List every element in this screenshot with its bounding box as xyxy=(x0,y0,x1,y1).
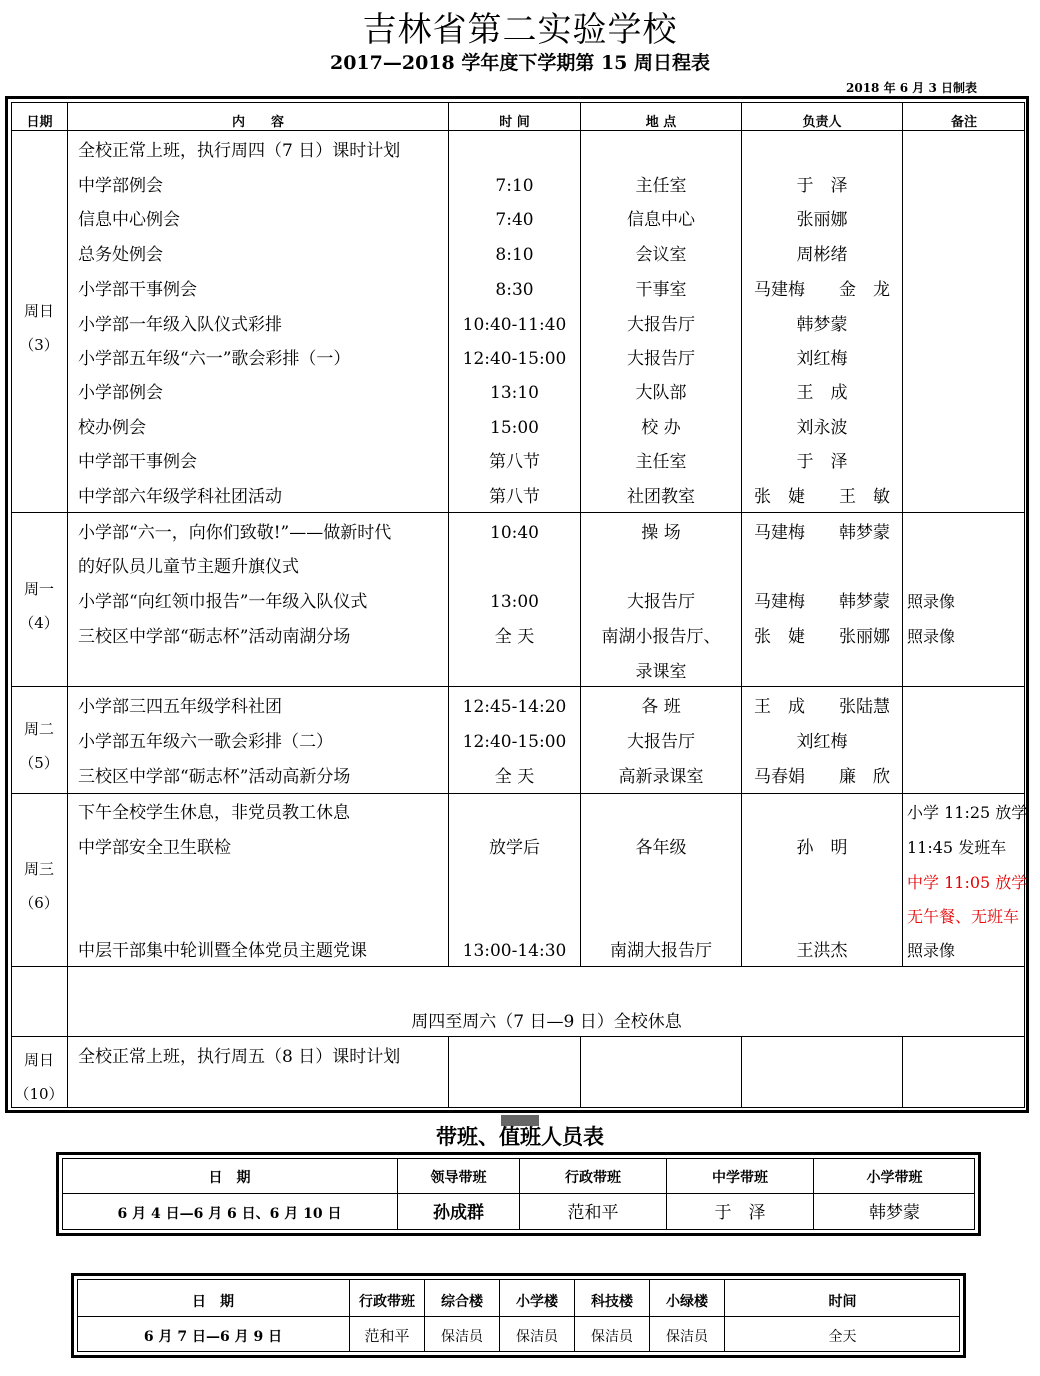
row-note: 中学 11:05 放学 xyxy=(907,873,1028,892)
day-date: （6） xyxy=(19,894,59,912)
row-place: 校 办 xyxy=(641,418,681,438)
row-place: 大队部 xyxy=(635,383,687,403)
col-header-content: 内 容 xyxy=(231,115,284,130)
row-time: 12:40-15:00 xyxy=(462,349,567,369)
duty-table-title: 带班、值班人员表 xyxy=(436,1124,604,1149)
duty2-date: 6 月 7 日—6 月 9 日 xyxy=(143,1329,283,1345)
row-place: 大报告厅 xyxy=(627,315,695,335)
row-content: 中学部例会 xyxy=(78,176,163,196)
row-content: 中学部安全卫生联检 xyxy=(78,838,231,858)
row-time: 12:40-15:00 xyxy=(462,732,567,752)
row-person: 张 婕 张丽娜 xyxy=(754,627,890,647)
duty1-primary: 韩梦蒙 xyxy=(869,1203,920,1223)
duty2-header-primary-bldg: 小学楼 xyxy=(516,1294,558,1310)
row-person: 韩梦蒙 xyxy=(796,315,848,335)
row-place: 高新录课室 xyxy=(618,767,704,787)
row-time: 全 天 xyxy=(494,767,535,787)
row-person: 马建梅 韩梦蒙 xyxy=(754,523,890,543)
grid-line xyxy=(11,966,1025,967)
day-label: 周二 xyxy=(23,720,54,738)
row-person: 张丽娜 xyxy=(796,210,848,230)
grid-line xyxy=(11,1036,1025,1037)
duty2-primary-bldg: 保洁员 xyxy=(516,1329,558,1345)
grid-line xyxy=(67,102,68,1108)
row-time: 全 天 xyxy=(494,627,535,647)
duty1-date: 6 月 4 日—6 月 6 日、6 月 10 日 xyxy=(117,1206,342,1222)
row-place: 会议室 xyxy=(635,245,687,265)
duty2-header-date: 日 期 xyxy=(192,1294,234,1310)
row-content: 三校区中学部“砺志杯”活动高新分场 xyxy=(78,767,351,787)
row-time: 第八节 xyxy=(489,452,540,472)
row-place: 南湖小报告厅、 xyxy=(601,627,721,647)
row-person: 王 成 xyxy=(796,383,848,403)
row-content: 小学部干事例会 xyxy=(78,280,197,300)
day-date: （5） xyxy=(19,754,59,772)
row-person: 马春娟 廉 欣 xyxy=(754,767,890,787)
duty2-admin: 范和平 xyxy=(364,1327,410,1345)
row-person: 马建梅 金 龙 xyxy=(754,280,890,300)
row-content: 小学部一年级入队仪式彩排 xyxy=(78,315,282,335)
made-date: 2018 年 6 月 3 日制表 xyxy=(846,81,977,95)
duty1-header-leader: 领导带班 xyxy=(430,1170,487,1186)
duty1-header-date: 日 期 xyxy=(208,1170,251,1186)
grid-line xyxy=(11,130,1025,131)
row-time: 10:40 xyxy=(490,523,539,543)
duty1-header-primary: 小学带班 xyxy=(866,1170,923,1186)
day-label: 周一 xyxy=(23,580,54,598)
grid-line xyxy=(11,512,1025,513)
row-time: 第八节 xyxy=(489,487,540,507)
grid-line xyxy=(11,793,1025,794)
day-label: 周三 xyxy=(23,860,54,878)
col-header-date: 日期 xyxy=(26,115,53,130)
row-content: 中学部干事例会 xyxy=(78,452,197,472)
grid-line xyxy=(902,102,903,966)
row-place: 录课室 xyxy=(635,662,687,682)
row-content: 全校正常上班，执行周四（7 日）课时计划 xyxy=(78,141,401,161)
grid-line xyxy=(448,1037,449,1108)
day-label: 周日 xyxy=(23,1051,54,1069)
row-time: 8:30 xyxy=(495,280,534,300)
row-note: 小学 11:25 放学 xyxy=(907,803,1028,822)
row-person: 刘红梅 xyxy=(796,732,848,752)
row-person: 于 泽 xyxy=(796,452,848,472)
row-note: 照录像 xyxy=(907,941,956,960)
duty2-time: 全天 xyxy=(828,1329,857,1345)
row-place: 南湖大报告厅 xyxy=(610,941,712,961)
row-note: 照录像 xyxy=(907,627,956,646)
row-time: 7:40 xyxy=(495,210,534,230)
duty2-header-green-bldg: 小绿楼 xyxy=(666,1294,708,1310)
row-content: 小学部例会 xyxy=(78,383,163,403)
day-date: （4） xyxy=(19,614,59,632)
duty1-middle: 于 泽 xyxy=(714,1203,766,1223)
grid-line xyxy=(11,686,1025,687)
duty2-header-time: 时间 xyxy=(828,1294,857,1310)
duty2-header-complex: 综合楼 xyxy=(441,1294,483,1310)
row-person: 刘永波 xyxy=(796,418,848,438)
row-note: 照录像 xyxy=(907,592,956,611)
holiday-note: 周四至周六（7 日—9 日）全校休息 xyxy=(411,1012,682,1032)
duty1-admin: 范和平 xyxy=(567,1203,619,1223)
row-content: 中层干部集中轮训暨全体党员主题党课 xyxy=(78,941,367,961)
row-note: 11:45 发班车 xyxy=(907,838,1007,857)
row-place: 信息中心 xyxy=(627,210,695,230)
row-person: 于 泽 xyxy=(796,176,848,196)
row-person: 王洪杰 xyxy=(796,941,848,961)
grid-line xyxy=(580,1037,581,1108)
schedule-subtitle: 2017—2018 学年度下学期第 15 周日程表 xyxy=(329,52,711,74)
row-time: 放学后 xyxy=(489,838,540,858)
row-person: 孙 明 xyxy=(796,838,848,858)
row-content: 信息中心例会 xyxy=(78,210,180,230)
duty1-header-middle: 中学带班 xyxy=(712,1170,768,1186)
duty1-header-admin: 行政带班 xyxy=(565,1170,621,1186)
day-label: 周日 xyxy=(23,302,54,320)
row-content: 小学部五年级“六一”歌会彩排（一） xyxy=(78,349,351,369)
row-time: 13:00 xyxy=(490,592,539,612)
row-content: 全校正常上班，执行周五（8 日）课时计划 xyxy=(78,1047,401,1067)
duty2-header-admin: 行政带班 xyxy=(359,1294,415,1310)
row-content: 校办例会 xyxy=(78,418,146,438)
row-place: 各年级 xyxy=(635,838,687,858)
row-content: 总务处例会 xyxy=(78,245,163,265)
row-place: 各 班 xyxy=(641,697,681,717)
row-person: 马建梅 韩梦蒙 xyxy=(754,592,890,612)
row-place: 社团教室 xyxy=(627,487,695,507)
row-time: 13:10 xyxy=(490,383,539,403)
day-date: （3） xyxy=(19,336,59,354)
grid-line xyxy=(741,1037,742,1108)
row-person: 王 成 张陆慧 xyxy=(754,697,890,717)
row-time: 13:00-14:30 xyxy=(462,941,567,961)
duty2-tech-bldg: 保洁员 xyxy=(591,1329,633,1345)
row-content: 下午全校学生休息，非党员教工休息 xyxy=(78,803,350,823)
row-place: 操 场 xyxy=(641,523,681,543)
row-place: 大报告厅 xyxy=(627,592,695,612)
row-place: 大报告厅 xyxy=(627,349,695,369)
grid-line xyxy=(77,1316,960,1317)
row-content: 小学部“向红领巾报告”一年级入队仪式 xyxy=(78,592,368,612)
duty2-green-bldg: 保洁员 xyxy=(666,1329,708,1345)
row-time: 8:10 xyxy=(495,245,534,265)
row-person: 周彬绪 xyxy=(796,245,848,265)
row-content: 中学部六年级学科社团活动 xyxy=(78,487,282,507)
col-header-place: 地 点 xyxy=(645,115,677,130)
row-place: 大报告厅 xyxy=(627,732,695,752)
row-person: 张 婕 王 敏 xyxy=(754,487,890,507)
row-place: 主任室 xyxy=(635,452,687,472)
duty2-header-tech-bldg: 科技楼 xyxy=(591,1294,633,1310)
col-header-time: 时 间 xyxy=(499,115,530,130)
row-place: 干事室 xyxy=(635,280,687,300)
duty1-leader: 孙成群 xyxy=(433,1203,484,1223)
row-place: 主任室 xyxy=(635,176,687,196)
row-content: 小学部五年级六一歌会彩排（二） xyxy=(78,732,333,752)
row-time: 10:40-11:40 xyxy=(462,315,567,335)
row-time: 15:00 xyxy=(490,418,539,438)
row-content: 的好队员儿童节主题升旗仪式 xyxy=(78,557,299,577)
row-content: 小学部“六一，向你们致敬!”——做新时代 xyxy=(78,523,392,543)
row-note: 无午餐、无班车 xyxy=(907,907,1020,926)
col-header-person: 负责人 xyxy=(802,115,842,130)
row-person: 刘红梅 xyxy=(796,349,848,369)
school-title: 吉林省第二实验学校 xyxy=(362,10,678,50)
row-time: 12:45-14:20 xyxy=(462,697,567,717)
grid-line xyxy=(902,1037,903,1108)
duty2-complex: 保洁员 xyxy=(441,1329,483,1345)
day-date: （10） xyxy=(14,1085,64,1103)
col-header-note: 备注 xyxy=(950,115,977,130)
row-content: 小学部三四五年级学科社团 xyxy=(78,697,282,717)
row-content: 三校区中学部“砺志杯”活动南湖分场 xyxy=(78,627,351,647)
row-time: 7:10 xyxy=(495,176,534,196)
